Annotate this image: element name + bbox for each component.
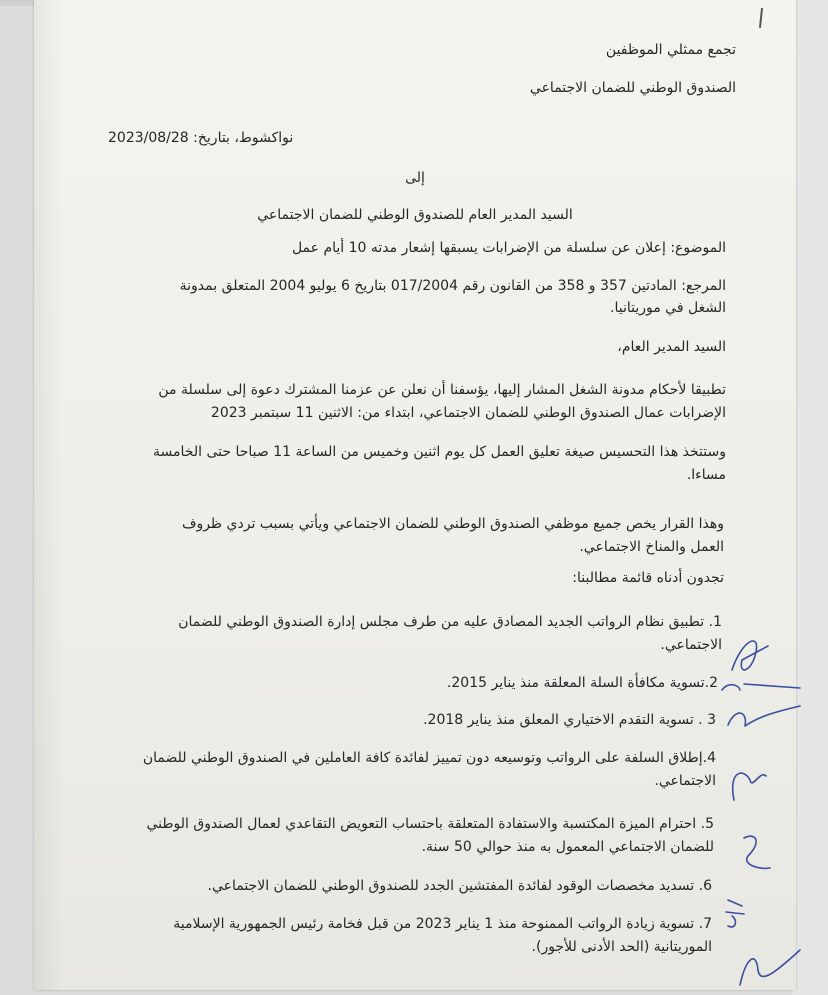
- paragraph-2-line-1: وستتخذ هذا التحسيس صيغة تعليق العمل كل يوم اثنين وخميس من الساعة 11 صباحا حتى الخامسة: [153, 444, 726, 460]
- scan-background-right: [792, 0, 828, 995]
- org-line-2: الصندوق الوطني للضمان الاجتماعي: [529, 80, 736, 96]
- demands-intro: تجدون أدناه قائمة مطالبنا:: [572, 570, 724, 586]
- to-line: إلى: [405, 170, 425, 186]
- reference-line-2: الشغل في موريتانيا.: [610, 300, 726, 316]
- top-edge-mark: [759, 8, 763, 28]
- paragraph-2-line-2: مساءا.: [686, 467, 726, 483]
- demand-4-line-1: 4.إطلاق السلفة على الرواتب وتوسيعه دون تمييز لفائدة كافة العاملين في الصندوق الوطني للضمان: [142, 750, 716, 766]
- demand-5-line-2: للضمان الاجتماعي المعمول به منذ حوالي 50 سنة.: [421, 839, 714, 855]
- paragraph-3-line-1: وهذا القرار يخص جميع موظفي الصندوق الوطني للضمان الاجتماعي ويأتي بسبب تردي ظروف: [181, 516, 724, 532]
- page-fold-shadow: [34, 0, 64, 990]
- demand-6: 6. تسديد مخصصات الوقود لفائدة المفتشين الجدد للصندوق الوطني للضمان الاجتماعي.: [207, 878, 712, 894]
- reference-line-1: المرجع: المادتين 357 و 358 من القانون رقم 017/2004 بتاريخ 6 يوليو 2004 المتعلق بمدونة: [179, 278, 726, 294]
- paragraph-1-line-1: تطبيقا لأحكام مدونة الشغل المشار إليها، يؤسفنا أن نعلن عن عزمنا المشترك دعوة إلى سلسلة من: [158, 382, 726, 398]
- addressee: السيد المدير العام للصندوق الوطني للضمان الاجتماعي: [257, 207, 573, 223]
- demand-3: 3 . تسوية التقدم الاختياري المعلق منذ يناير 2018.: [423, 712, 716, 728]
- demand-4-line-2: الاجتماعي.: [654, 773, 716, 789]
- demand-1-line-1: 1. تطبيق نظام الرواتب الجديد المصادق عليه من طرف مجلس إدارة الصندوق الوطني للضمان: [178, 614, 722, 630]
- org-line-1: تجمع ممثلي الموظفين: [605, 42, 736, 58]
- salutation: السيد المدير العام،: [617, 339, 726, 355]
- place-date: نواكشوط، بتاريخ: 2023/08/28: [108, 130, 294, 146]
- paragraph-1-line-2: الإضرابات عمال الصندوق الوطني للضمان الاجتماعي، ابتداء من: الاثنين 11 سبتمبر 2023: [210, 405, 726, 421]
- demand-1-line-2: الاجتماعي.: [660, 637, 722, 653]
- demand-7-line-1: 7. تسوية زيادة الرواتب الممنوحة منذ 1 يناير 2023 من قبل فخامة رئيس الجمهورية الإسلامية: [173, 916, 712, 932]
- subject-line: الموضوع: إعلان عن سلسلة من الإضرابات يسبقها إشعار مدته 10 أيام عمل: [291, 240, 726, 256]
- demand-7-line-2: الموريتانية (الحد الأدنى للأجور).: [531, 939, 712, 955]
- demand-5-line-1: 5. احترام الميزة المكتسبة والاستفادة المتعلقة باحتساب التعويض التقاعدي لعمال الصندوق الوطني: [146, 816, 714, 832]
- demand-2: 2.تسوية مكافأة السلة المعلقة منذ يناير 2015.: [446, 675, 718, 691]
- paragraph-3-line-2: العمل والمناخ الاجتماعي.: [579, 539, 724, 555]
- document-page: [34, 0, 796, 990]
